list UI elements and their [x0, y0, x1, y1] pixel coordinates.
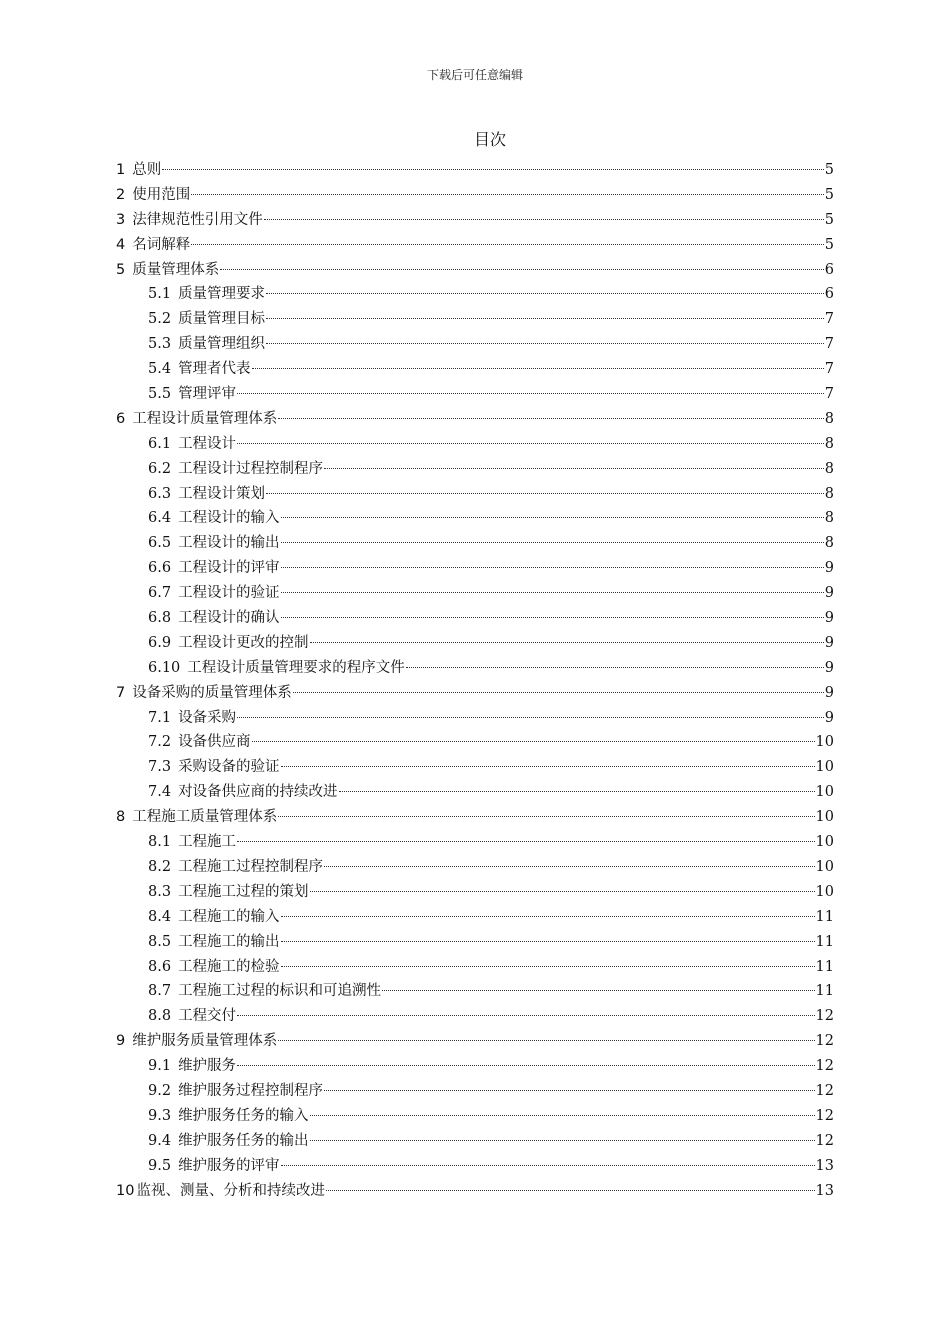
toc-entry-title: 工程设计更改的控制	[178, 634, 309, 651]
toc-entry[interactable]	[116, 1054, 834, 1079]
toc-entry[interactable]	[116, 233, 834, 258]
dot-leader	[281, 966, 815, 967]
toc-entry[interactable]	[116, 1154, 834, 1179]
toc-entry-page: 7	[824, 336, 834, 353]
dot-leader	[266, 343, 824, 344]
toc-entry[interactable]	[116, 606, 834, 631]
toc-entry-page: 10	[815, 734, 834, 751]
toc-entry-title: 质量管理体系	[132, 261, 220, 278]
dot-leader	[281, 567, 824, 568]
toc-entry-page: 9	[824, 659, 834, 676]
toc-entry[interactable]	[116, 1004, 834, 1029]
toc-entry-number: 8.3	[148, 883, 172, 900]
toc-entry[interactable]	[116, 482, 834, 507]
toc-entry[interactable]	[116, 407, 834, 432]
toc-entry-number: 7.2	[148, 734, 172, 751]
toc-entry-title: 名词解释	[132, 236, 191, 253]
toc-entry-page: 9	[824, 585, 834, 602]
toc-entry-number: 6.9	[148, 634, 172, 651]
toc-entry-title: 总则	[132, 162, 162, 178]
toc-entry[interactable]	[116, 332, 834, 357]
toc-entry-number: 9.3	[148, 1107, 172, 1124]
toc-entry-page: 8	[824, 510, 834, 527]
toc-entry-number: 7.3	[148, 759, 172, 776]
toc-entry-page: 10	[815, 784, 834, 801]
toc-entry-title: 质量管理要求	[178, 286, 266, 303]
toc-entry-title: 采购设备的验证	[178, 759, 280, 776]
table-of-contents	[116, 158, 834, 1203]
dot-leader	[281, 916, 815, 917]
toc-entry-number: 8.4	[148, 908, 172, 925]
toc-entry[interactable]	[116, 506, 834, 531]
toc-entry-page: 10	[815, 883, 834, 900]
dot-leader	[237, 393, 824, 394]
toc-entry-number: 4	[116, 236, 126, 253]
toc-entry-title: 设备采购	[178, 709, 237, 726]
toc-entry-page: 13	[815, 1182, 834, 1199]
toc-entry-number: 8.7	[148, 983, 172, 1000]
toc-entry-number: 8.8	[148, 1008, 172, 1025]
toc-entry[interactable]	[116, 208, 834, 233]
toc-entry[interactable]	[116, 1029, 834, 1054]
toc-entry-page: 12	[815, 1107, 834, 1124]
toc-entry-title: 管理评审	[178, 386, 237, 403]
toc-entry-page: 5	[824, 186, 834, 203]
dot-leader	[310, 642, 824, 643]
toc-entry-number: 5.5	[148, 386, 172, 403]
toc-entry[interactable]	[116, 780, 834, 805]
toc-entry-number: 7.1	[148, 709, 172, 726]
toc-entry-page: 12	[815, 1008, 834, 1025]
toc-entry-number: 7.4	[148, 784, 172, 801]
dot-leader	[324, 1090, 814, 1091]
toc-entry-number: 5.2	[148, 311, 172, 328]
toc-entry-title: 工程施工	[178, 834, 237, 851]
toc-entry-title: 工程施工过程的标识和可追溯性	[178, 983, 382, 1000]
dot-leader	[252, 741, 815, 742]
dot-leader	[382, 990, 814, 991]
dot-leader	[266, 493, 824, 494]
toc-entry[interactable]	[116, 581, 834, 606]
toc-entry-number: 6.2	[148, 460, 172, 477]
dot-leader	[278, 816, 814, 817]
toc-entry-title: 工程施工的输出	[178, 933, 280, 950]
dot-leader	[406, 667, 824, 668]
toc-entry-number: 9.4	[148, 1132, 172, 1149]
dot-leader	[339, 791, 815, 792]
dot-leader	[237, 443, 824, 444]
toc-entry-page: 12	[815, 1082, 834, 1099]
dot-leader	[266, 293, 824, 294]
toc-entry-number: 8.6	[148, 958, 172, 975]
dot-leader	[281, 1165, 815, 1166]
toc-entry-page: 12	[815, 1058, 834, 1075]
toc-entry-title: 设备供应商	[178, 734, 251, 751]
toc-entry-number: 8.5	[148, 933, 172, 950]
toc-entry-page: 9	[824, 709, 834, 726]
toc-title: 目次	[473, 130, 506, 149]
toc-entry-number: 8	[116, 809, 126, 826]
toc-entry-page: 9	[824, 610, 834, 627]
dot-leader	[278, 418, 824, 419]
toc-entry[interactable]	[116, 1129, 834, 1154]
toc-entry-title: 工程交付	[178, 1008, 237, 1025]
toc-entry-title: 维护服务任务的输出	[178, 1132, 309, 1149]
toc-entry-page: 10	[815, 834, 834, 851]
toc-entry-page: 8	[824, 460, 834, 477]
dot-leader	[264, 219, 824, 220]
dot-leader	[310, 891, 815, 892]
toc-entry[interactable]	[116, 706, 834, 731]
dot-leader	[237, 717, 824, 718]
toc-entry[interactable]	[116, 457, 834, 482]
toc-entry-number: 9.2	[148, 1082, 172, 1099]
toc-entry-title: 工程设计的评审	[178, 560, 280, 577]
dot-leader	[162, 169, 824, 170]
toc-entry[interactable]	[116, 382, 834, 407]
dot-leader	[266, 318, 824, 319]
toc-entry-title: 对设备供应商的持续改进	[178, 784, 338, 801]
toc-entry-title: 工程施工过程的策划	[178, 883, 309, 900]
toc-entry-title: 工程施工的输入	[178, 908, 280, 925]
toc-entry-page: 11	[815, 908, 834, 925]
toc-entry-page: 10	[815, 809, 834, 826]
toc-entry-number: 6.10	[148, 659, 181, 676]
toc-entry[interactable]	[116, 656, 834, 681]
toc-entry-title: 工程施工的检验	[178, 958, 280, 975]
toc-entry[interactable]	[116, 183, 834, 208]
toc-entry-title: 维护服务过程控制程序	[178, 1082, 324, 1099]
toc-entry[interactable]	[116, 730, 834, 755]
toc-entry-page: 8	[824, 485, 834, 502]
toc-entry-title: 维护服务任务的输入	[178, 1107, 309, 1124]
toc-entry-title: 工程施工质量管理体系	[132, 809, 278, 826]
toc-entry-number: 1	[116, 162, 126, 178]
dot-leader	[281, 542, 824, 543]
toc-entry-title: 质量管理目标	[178, 311, 266, 328]
dot-leader	[281, 617, 824, 618]
dot-leader	[252, 368, 824, 369]
toc-entry[interactable]	[116, 830, 834, 855]
toc-entry[interactable]	[116, 930, 834, 955]
toc-entry-title: 工程设计策划	[178, 485, 266, 502]
toc-entry-number: 9	[116, 1033, 126, 1050]
toc-entry-number: 6.7	[148, 585, 172, 602]
toc-entry-page: 10	[815, 858, 834, 875]
toc-entry-number: 6.4	[148, 510, 172, 527]
dot-leader	[281, 766, 815, 767]
toc-entry[interactable]	[116, 805, 834, 830]
toc-entry-number: 8.2	[148, 858, 172, 875]
dot-leader	[281, 592, 824, 593]
toc-entry-number: 10	[116, 1182, 135, 1199]
toc-entry-title: 质量管理组织	[178, 336, 266, 353]
toc-entry-number: 3	[116, 211, 126, 228]
toc-entry-number: 5.3	[148, 336, 172, 353]
toc-entry[interactable]	[116, 955, 834, 980]
toc-entry-title: 法律规范性引用文件	[132, 211, 263, 228]
toc-entry-number: 6.3	[148, 485, 172, 502]
toc-entry-title: 工程设计质量管理体系	[132, 410, 278, 427]
toc-entry-page: 7	[824, 361, 834, 378]
dot-leader	[281, 941, 815, 942]
dot-leader	[324, 468, 824, 469]
dot-leader	[220, 269, 824, 270]
dot-leader	[237, 1015, 814, 1016]
toc-entry-page: 9	[824, 684, 834, 701]
toc-entry[interactable]	[116, 307, 834, 332]
toc-entry-number: 2	[116, 186, 126, 203]
toc-entry-page: 13	[815, 1157, 834, 1174]
dot-leader	[237, 1065, 814, 1066]
dot-leader	[191, 194, 824, 195]
toc-entry-page: 12	[815, 1132, 834, 1149]
dot-leader	[310, 1115, 815, 1116]
toc-entry-number: 6.6	[148, 560, 172, 577]
toc-entry-title: 监视、测量、分析和持续改进	[136, 1182, 325, 1199]
toc-entry-number: 5.4	[148, 361, 172, 378]
toc-entry-title: 工程设计质量管理要求的程序文件	[187, 659, 405, 676]
toc-entry[interactable]	[116, 531, 834, 556]
toc-entry-title: 维护服务质量管理体系	[132, 1033, 278, 1050]
toc-entry-page: 7	[824, 311, 834, 328]
toc-entry-page: 5	[824, 162, 834, 178]
toc-entry-page: 5	[824, 236, 834, 253]
toc-entry-title: 工程设计过程控制程序	[178, 460, 324, 477]
toc-entry[interactable]	[116, 1079, 834, 1104]
toc-entry-title: 设备采购的质量管理体系	[132, 684, 292, 701]
toc-entry-number: 6.8	[148, 610, 172, 627]
toc-entry[interactable]	[116, 880, 834, 905]
toc-entry[interactable]	[116, 357, 834, 382]
toc-entry[interactable]	[116, 258, 834, 283]
dot-leader	[281, 517, 824, 518]
toc-entry-page: 5	[824, 211, 834, 228]
toc-entry[interactable]	[116, 855, 834, 880]
toc-entry[interactable]	[116, 158, 834, 183]
toc-entry-number: 5	[116, 261, 126, 278]
toc-entry-page: 6	[824, 261, 834, 278]
toc-entry[interactable]	[116, 432, 834, 457]
toc-entry-number: 6.5	[148, 535, 172, 552]
toc-entry-title: 维护服务	[178, 1058, 237, 1075]
toc-entry-title: 维护服务的评审	[178, 1157, 280, 1174]
dot-leader	[278, 1040, 814, 1041]
toc-entry[interactable]	[116, 556, 834, 581]
dot-leader	[237, 841, 814, 842]
toc-entry-title: 使用范围	[132, 186, 191, 203]
toc-entry[interactable]	[116, 282, 834, 307]
dot-leader	[310, 1140, 815, 1141]
dot-leader	[324, 866, 814, 867]
dot-leader	[191, 244, 824, 245]
toc-entry-page: 8	[824, 435, 834, 452]
toc-entry-page: 9	[824, 634, 834, 651]
toc-entry-page: 11	[815, 933, 834, 950]
toc-entry-page: 11	[815, 983, 834, 1000]
toc-entry-page: 9	[824, 560, 834, 577]
toc-entry-page: 6	[824, 286, 834, 303]
toc-entry-page: 10	[815, 759, 834, 776]
toc-entry-number: 9.1	[148, 1058, 172, 1075]
toc-entry-title: 工程设计的确认	[178, 610, 280, 627]
toc-entry-title: 工程设计的输出	[178, 535, 280, 552]
header-note: 下载后可任意编辑	[426, 68, 523, 82]
toc-entry-number: 8.1	[148, 834, 172, 851]
toc-entry[interactable]	[116, 979, 834, 1004]
dot-leader	[293, 692, 824, 693]
toc-entry-title: 工程施工过程控制程序	[178, 858, 324, 875]
toc-entry-page: 7	[824, 386, 834, 403]
toc-entry-page: 12	[815, 1033, 834, 1050]
toc-entry-page: 11	[815, 958, 834, 975]
toc-entry-title: 工程设计	[178, 435, 237, 452]
toc-entry[interactable]	[116, 905, 834, 930]
toc-entry-number: 6.1	[148, 435, 172, 452]
toc-entry-number: 9.5	[148, 1157, 172, 1174]
toc-entry[interactable]	[116, 1179, 834, 1204]
toc-entry-title: 管理者代表	[178, 361, 251, 378]
toc-entry-number: 5.1	[148, 286, 172, 303]
toc-entry[interactable]	[116, 1104, 834, 1129]
toc-entry-page: 8	[824, 535, 834, 552]
toc-entry-title: 工程设计的验证	[178, 585, 280, 602]
toc-entry[interactable]	[116, 631, 834, 656]
toc-entry-number: 7	[116, 684, 126, 701]
toc-entry-title: 工程设计的输入	[178, 510, 280, 527]
dot-leader	[326, 1190, 815, 1191]
toc-entry-number: 6	[116, 410, 126, 427]
toc-entry[interactable]	[116, 681, 834, 706]
toc-entry-page: 8	[824, 410, 834, 427]
toc-entry[interactable]	[116, 755, 834, 780]
